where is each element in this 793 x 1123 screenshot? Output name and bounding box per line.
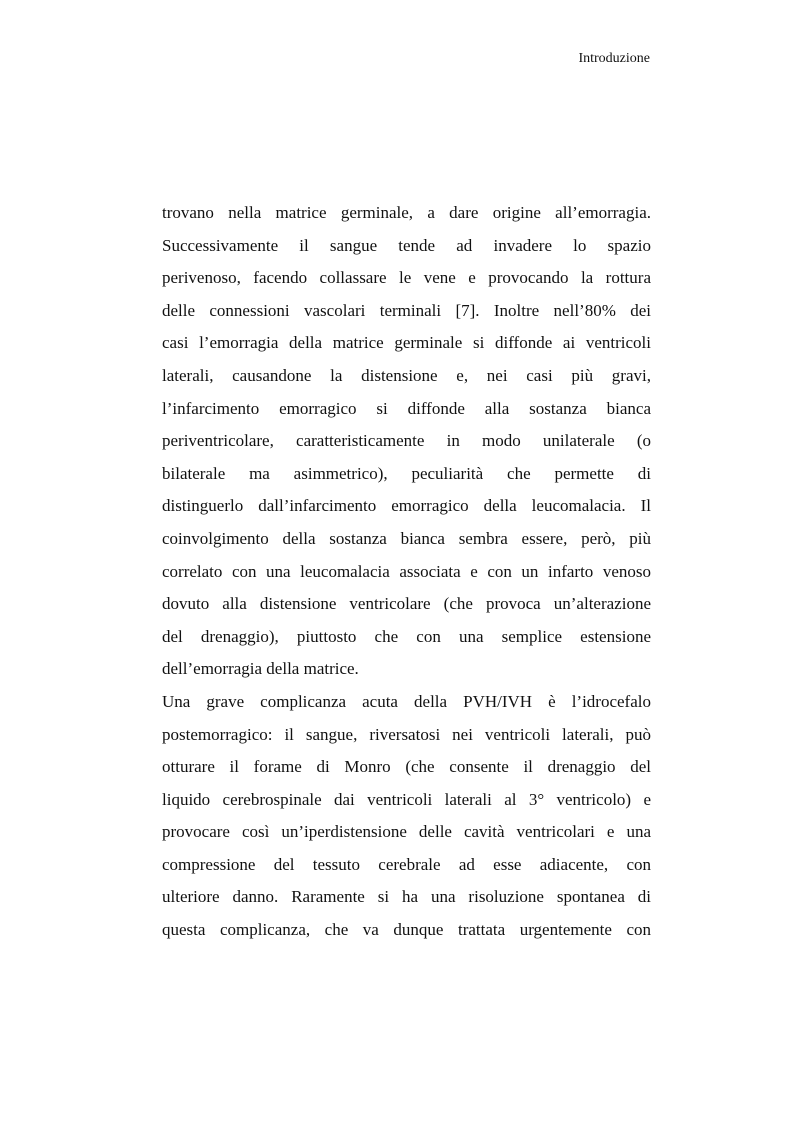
- text-line: l’infarcimento emorragico si diffonde alla sostanza bianca: [162, 398, 651, 418]
- paragraph-1: [162, 197, 651, 686]
- text-line: ulteriore danno. Raramente si ha una risoluzione spontanea di: [162, 887, 651, 907]
- text-line: Una grave complicanza acuta della PVH/IVH è l’idrocefalo: [162, 691, 651, 711]
- text-line: provocare così un’iperdistensione delle cavità ventricolari e una: [162, 822, 651, 842]
- text-line: compressione del tessuto cerebrale ad esse adiacente, con: [162, 854, 651, 874]
- text-line: dell’emorragia della matrice.: [162, 659, 359, 679]
- text-line: distinguerlo dall’infarcimento emorragico della leucomalacia. Il: [162, 496, 651, 516]
- text-line: delle connessioni vascolari terminali [7]. Inoltre nell’80% dei: [162, 300, 651, 320]
- text-line: casi l’emorragia della matrice germinale si diffonde ai ventricoli: [162, 333, 651, 353]
- text-line: laterali, causandone la distensione e, nei casi più gravi,: [162, 365, 651, 385]
- text-line: trovano nella matrice germinale, a dare origine all’emorragia.: [162, 203, 651, 222]
- text-line: correlato con una leucomalacia associata e con un infarto venoso: [162, 561, 651, 581]
- text-line: otturare il forame di Monro (che consente il drenaggio del: [162, 757, 651, 777]
- text-line: perivenoso, facendo collassare le vene e provocando la rottura: [162, 268, 651, 288]
- body-text: [162, 197, 651, 947]
- text-line: bilaterale ma asimmetrico), peculiarità che permette di: [162, 463, 651, 483]
- page-header: Introduzione: [578, 51, 650, 66]
- text-line: coinvolgimento della sostanza bianca sembra essere, però, più: [162, 528, 651, 548]
- text-line: liquido cerebrospinale dai ventricoli laterali al 3° ventricolo) e: [162, 789, 651, 809]
- text-line: postemorragico: il sangue, riversatosi nei ventricoli laterali, può: [162, 724, 651, 744]
- text-line: del drenaggio), piuttosto che con una semplice estensione: [162, 626, 651, 646]
- text-line: Successivamente il sangue tende ad invadere lo spazio: [162, 235, 651, 255]
- text-line: dovuto alla distensione ventricolare (che provoca un’alterazione: [162, 594, 651, 614]
- text-line: questa complicanza, che va dunque trattata urgentemente con: [162, 920, 651, 940]
- paragraph-2: [162, 686, 651, 947]
- text-line: periventricolare, caratteristicamente in modo unilaterale (o: [162, 431, 651, 451]
